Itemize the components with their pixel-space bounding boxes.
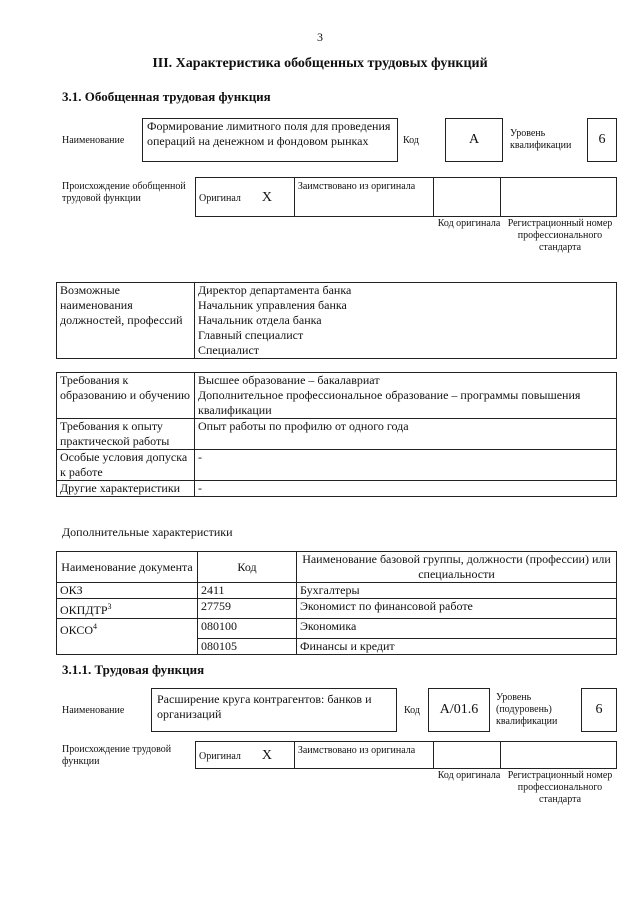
tf-code-original-cell [433, 742, 501, 769]
positions-table [56, 282, 617, 359]
extra-doc-footnote: 3 [107, 602, 112, 611]
extra-doc-cell [57, 638, 198, 654]
tf-code-label: Код [404, 705, 420, 716]
tf-reg-number-cell [501, 742, 617, 769]
extra-name: Финансы и кредит [297, 638, 617, 654]
tf-borrowed-label: Заимствовано из оригинала [297, 745, 416, 756]
gtf-level-label: Уровень квалификации [510, 128, 572, 151]
gtf-code-original-cell [433, 178, 501, 217]
tf-name-value: Расширение круга контрагентов: банков и организаций [157, 692, 372, 721]
requirement-value: Опыт работы по профилю от одного года [195, 419, 617, 450]
gtf-heading: 3.1. Обобщенная трудовая функция [62, 89, 271, 104]
extra-name: Бухгалтеры [297, 583, 617, 599]
page-number: 3 [317, 30, 323, 44]
requirement-value: Высшее образование – бакалавриат Дополнительное профессиональное образование – программы повышения квалификации [195, 373, 617, 419]
extra-row [57, 638, 617, 654]
position-item: Главный специалист [198, 328, 304, 342]
gtf-borrowed-label: Заимствовано из оригинала [297, 181, 416, 192]
extra-doc-cell [57, 583, 198, 599]
position-item: Директор департамента банка [198, 283, 352, 297]
requirement-row [57, 481, 617, 497]
gtf-code-value: А [468, 132, 480, 147]
tf-code-value: А/01.6 [439, 702, 479, 717]
gtf-code-label: Код [403, 135, 419, 146]
tf-caption-reg: Регистрационный номер профессионального стандарта [507, 770, 613, 805]
extra-header-name: Наименование базовой группы, должности (профессии) или специальности [297, 552, 617, 583]
extra-doc-footnote: 4 [93, 622, 98, 631]
gtf-name-label: Наименование [62, 135, 125, 146]
extra-doc: ОКПДТР [60, 603, 108, 617]
extra-code: 2411 [198, 583, 297, 599]
tf-heading: 3.1.1. Трудовая функция [62, 662, 205, 677]
tf-name-label: Наименование [62, 705, 125, 716]
positions-list [195, 283, 617, 359]
tf-origin-label: Происхождение трудовой функции [62, 744, 172, 767]
tf-original-mark: Х [261, 747, 273, 763]
extra-row [57, 619, 617, 639]
extra-table [56, 551, 617, 655]
requirement-label: Особые условия допуска к работе [57, 450, 195, 481]
tf-caption-code: Код оригинала [437, 770, 501, 781]
section-title: III. Характеристика обобщенных трудовых функций [152, 56, 488, 71]
gtf-origin-label: Происхождение обобщенной трудовой функции [62, 181, 186, 204]
position-item: Специалист [198, 343, 260, 357]
extra-doc-cell [57, 599, 198, 619]
tf-level-label: Уровень (подуровень) квалификации [496, 692, 558, 727]
extra-header-doc: Наименование документа [57, 552, 198, 583]
extra-heading: Дополнительные характеристики [62, 525, 233, 539]
gtf-caption-reg: Регистрационный номер профессионального стандарта [507, 218, 613, 253]
requirement-row [57, 373, 617, 419]
requirement-row [57, 419, 617, 450]
gtf-level-value: 6 [598, 132, 606, 147]
requirement-value: - [195, 481, 617, 497]
position-item: Начальник управления банка [198, 298, 347, 312]
extra-header-code: Код [198, 552, 297, 583]
gtf-original-label: Оригинал [199, 192, 241, 204]
positions-label: Возможные наименования должностей, профессий [57, 283, 195, 359]
extra-row [57, 599, 617, 619]
extra-code: 27759 [198, 599, 297, 619]
gtf-reg-number-cell [501, 178, 617, 217]
gtf-name-value: Формирование лимитного поля для проведения операций на денежном и фондовом рынках [147, 119, 391, 148]
tf-origin-table [195, 741, 617, 769]
extra-doc-cell [57, 619, 198, 639]
requirement-label: Другие характеристики [57, 481, 195, 497]
tf-original-label: Оригинал [199, 750, 241, 762]
extra-code: 080105 [198, 638, 297, 654]
requirement-label: Требования к образованию и обучению [57, 373, 195, 419]
extra-doc: ОКЗ [60, 583, 83, 597]
gtf-origin-table [195, 177, 617, 217]
extra-code: 080100 [198, 619, 297, 639]
requirement-row [57, 450, 617, 481]
requirement-label: Требования к опыту практической работы [57, 419, 195, 450]
extra-name: Экономист по финансовой работе [297, 599, 617, 619]
requirement-value: - [195, 450, 617, 481]
extra-name: Экономика [297, 619, 617, 639]
requirements-table [56, 372, 617, 497]
position-item: Начальник отдела банка [198, 313, 322, 327]
tf-level-value: 6 [595, 702, 603, 717]
gtf-caption-code: Код оригинала [437, 218, 501, 229]
extra-doc: ОКСО [60, 623, 94, 637]
gtf-original-mark: Х [261, 189, 273, 205]
extra-row [57, 583, 617, 599]
